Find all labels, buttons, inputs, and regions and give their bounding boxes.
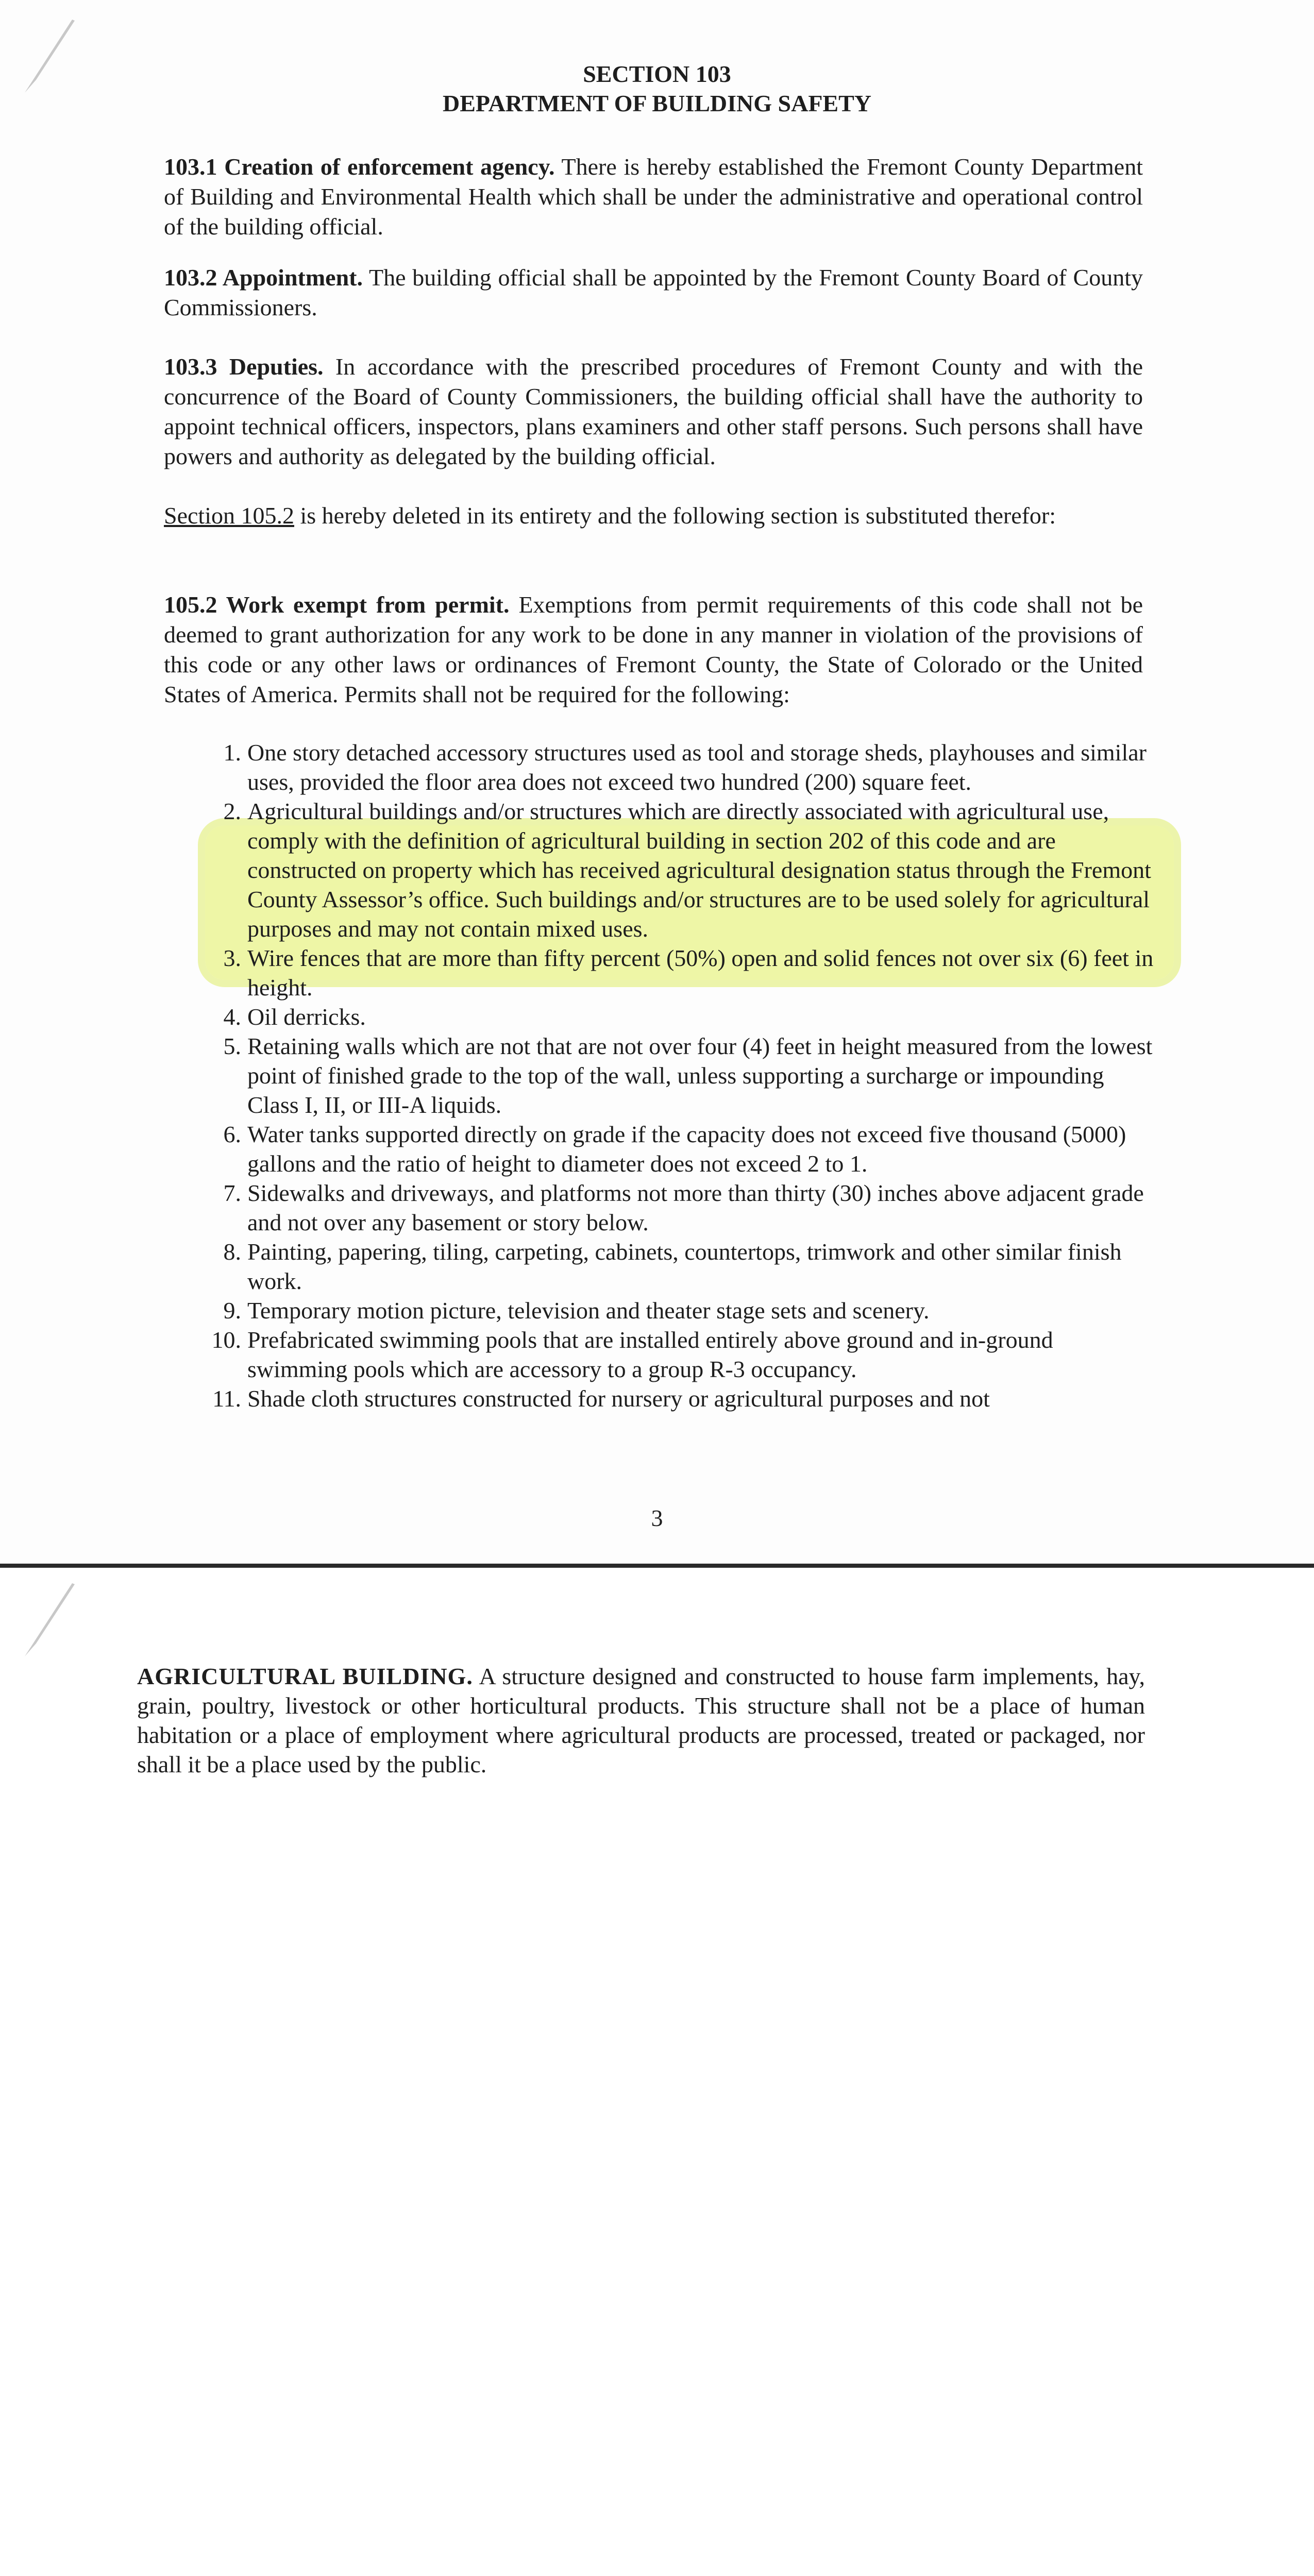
section-reference-link: Section 105.2 (164, 502, 294, 529)
definition-agricultural-building (137, 1662, 1145, 1779)
list-item-number: 11. (212, 1385, 241, 1412)
paragraph-103-3 (164, 352, 1143, 471)
list-item-number: 8. (223, 1239, 241, 1265)
corner-fold-mark (21, 1579, 77, 1682)
list-item (206, 796, 1154, 943)
list-item-text: Temporary motion picture, television and theater stage sets and scenery. (247, 1297, 930, 1324)
list-item-number: 10. (211, 1327, 241, 1353)
list-item-number: 1. (223, 739, 241, 766)
list-item-text: Wire fences that are more than fifty percent (50%) open and solid fences not over six (6) feet in height. (247, 945, 1154, 1001)
list-item (206, 1031, 1154, 1120)
paragraph-heading: 103.3 Deputies. (164, 353, 324, 380)
section-title: DEPARTMENT OF BUILDING SAFETY (442, 90, 872, 116)
list-item (206, 1120, 1154, 1178)
definition-text: A structure designed and constructed to house farm implements, hay, grain, poultry, livestock or other horticultural products. This structure shall not be a place of human habitation or a place of employment where agricultural products are processed, treated or packaged, nor shall it be a place used by the public. (137, 1663, 1145, 1777)
list-item-text: Shade cloth structures constructed for nursery or agricultural purposes and not (247, 1385, 990, 1412)
list-item (206, 1384, 1154, 1413)
list-item (206, 1325, 1154, 1384)
list-item-number: 4. (223, 1004, 241, 1030)
list-item-text: Retaining walls which are not that are not over four (4) feet in height measured from the lowest point of finished grade to the top of the wall, unless supporting a surcharge or impounding Class I, II, or III-A liquids. (247, 1033, 1153, 1118)
list-item (206, 1178, 1154, 1237)
list-item-text: Agricultural buildings and/or structures which are directly associated with agricultural use, comply with the definition of agricultural building in section 202 of this code and are constructed on property which has received agricultural designation status through the Fremont County Assessor’s office. Such buildings and/or structures are to be used solely for agricultural purposes and may not contain mixed uses. (247, 798, 1151, 942)
list-item-text: Oil derricks. (247, 1004, 366, 1030)
exemption-list (206, 738, 1154, 1413)
list-item-number: 6. (223, 1121, 241, 1147)
paragraph-heading: 105.2 Work exempt from permit. (164, 591, 510, 618)
list-item-text: Painting, papering, tiling, carpeting, cabinets, countertops, trimwork and other similar finish work. (247, 1239, 1122, 1294)
list-item-text: Prefabricated swimming pools that are installed entirely above ground and in-ground swimming pools which are accessory to a group R-3 occupancy. (247, 1327, 1053, 1382)
list-item-text: One story detached accessory structures used as tool and storage sheds, playhouses and similar uses, provided the floor area does not exceed two hundred (200) square feet. (247, 739, 1147, 795)
list-item (206, 1002, 1154, 1031)
paragraph-heading: 103.2 Appointment. (164, 264, 363, 291)
paragraph-105-2 (164, 590, 1143, 709)
list-item-number: 9. (223, 1297, 241, 1324)
deletion-text: is hereby deleted in its entirety and the following section is substituted therefor: (294, 502, 1056, 529)
list-item-number: 7. (223, 1180, 241, 1206)
list-item (206, 943, 1154, 1002)
list-item (206, 738, 1154, 796)
section-number: SECTION 103 (583, 61, 731, 87)
paragraph-103-2 (164, 263, 1143, 323)
paragraph-heading: 103.1 Creation of enforcement agency. (164, 154, 555, 180)
definition-term: AGRICULTURAL BUILDING. (137, 1663, 473, 1689)
page-number: 3 (651, 1505, 663, 1531)
paragraph-103-1 (164, 152, 1143, 242)
list-item (206, 1237, 1154, 1296)
list-item-number: 5. (223, 1033, 241, 1059)
paragraph-text: Exemptions from permit requirements of this code shall not be deemed to grant authorization for any work to be done in any manner in violation of the provisions of this code or any other laws or ordinances of Fremont County, the State of Colorado or the United States of America. Permits shall not be required for the following: (164, 591, 1143, 707)
paragraph-text: In accordance with the prescribed procedures of Fremont County and with the concurrence of the Board of County Commissioners, the building official shall have the authority to appoint technical officers, inspectors, plans examiners and other staff persons. Such persons shall have powers and authority as delegated by the building official. (164, 353, 1143, 469)
list-item (206, 1296, 1154, 1325)
list-item-text: Sidewalks and driveways, and platforms not more than thirty (30) inches above adjacent grade and not over any basement or story below. (247, 1180, 1144, 1235)
paragraph-text: There is hereby established the Fremont County Department of Building and Environmental Health which shall be under the administrative and operational control of the building official. (164, 154, 1143, 240)
list-item-text: Water tanks supported directly on grade if the capacity does not exceed five thousand (5000) gallons and the ratio of height to diameter does not exceed 2 to 1. (247, 1121, 1126, 1177)
paragraph-text: The building official shall be appointed by the Fremont County Board of County Commissioners. (164, 264, 1143, 320)
list-item-number: 2. (223, 798, 241, 824)
deletion-notice (164, 501, 1143, 531)
list-item-number: 3. (223, 945, 241, 971)
